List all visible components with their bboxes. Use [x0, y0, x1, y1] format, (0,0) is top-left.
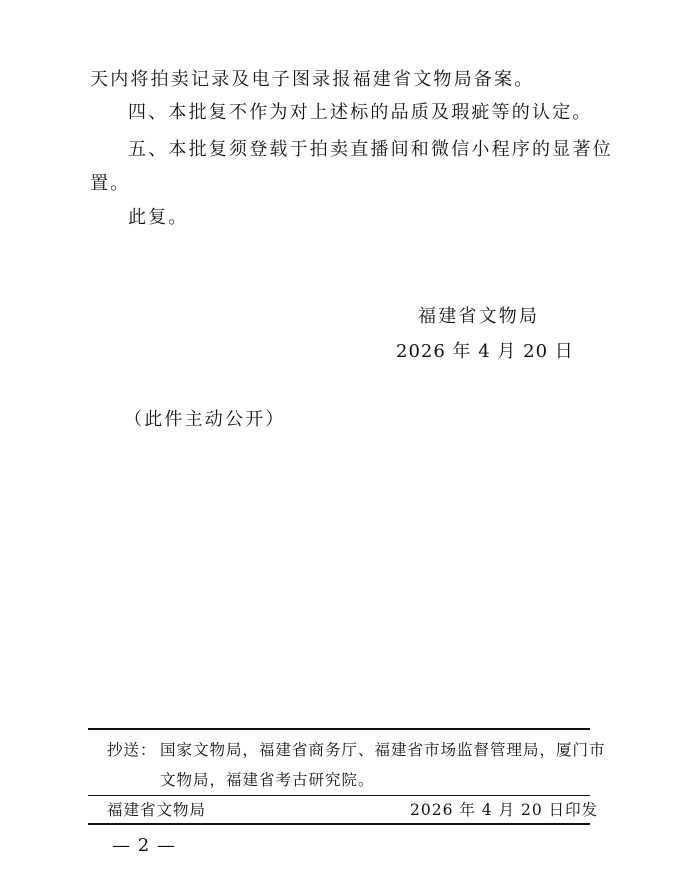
footer-issue-date: 2026 年 4 月 20 日印发 — [410, 801, 599, 819]
footer-middle-rule — [88, 795, 590, 796]
cc-label: 抄送： — [107, 741, 157, 759]
signature-issuer: 福建省文物局 — [418, 306, 540, 327]
signature-date: 2026 年 4 月 20 日 — [396, 341, 574, 362]
footer-top-rule — [88, 728, 590, 730]
page-number: — 2 — — [112, 835, 176, 856]
body-line-5: 此复。 — [128, 207, 189, 228]
cc-line-1: 国家文物局，福建省商务厅、福建省市场监督管理局，厦门市 — [160, 741, 606, 759]
body-line-3: 五、本批复须登载于拍卖直播间和微信小程序的显著位 — [128, 139, 613, 160]
footer-issuer: 福建省文物局 — [107, 801, 207, 819]
cc-line-2: 文物局，福建省考古研究院。 — [160, 771, 375, 789]
disclosure-note: （此件主动公开） — [124, 409, 286, 430]
body-line-1: 天内将拍卖记录及电子图录报福建省文物局备案。 — [90, 69, 535, 90]
footer-bottom-rule — [88, 823, 590, 825]
body-line-2: 四、本批复不作为对上述标的品质及瑕疵等的认定。 — [128, 102, 593, 123]
body-line-4: 置。 — [90, 173, 131, 194]
